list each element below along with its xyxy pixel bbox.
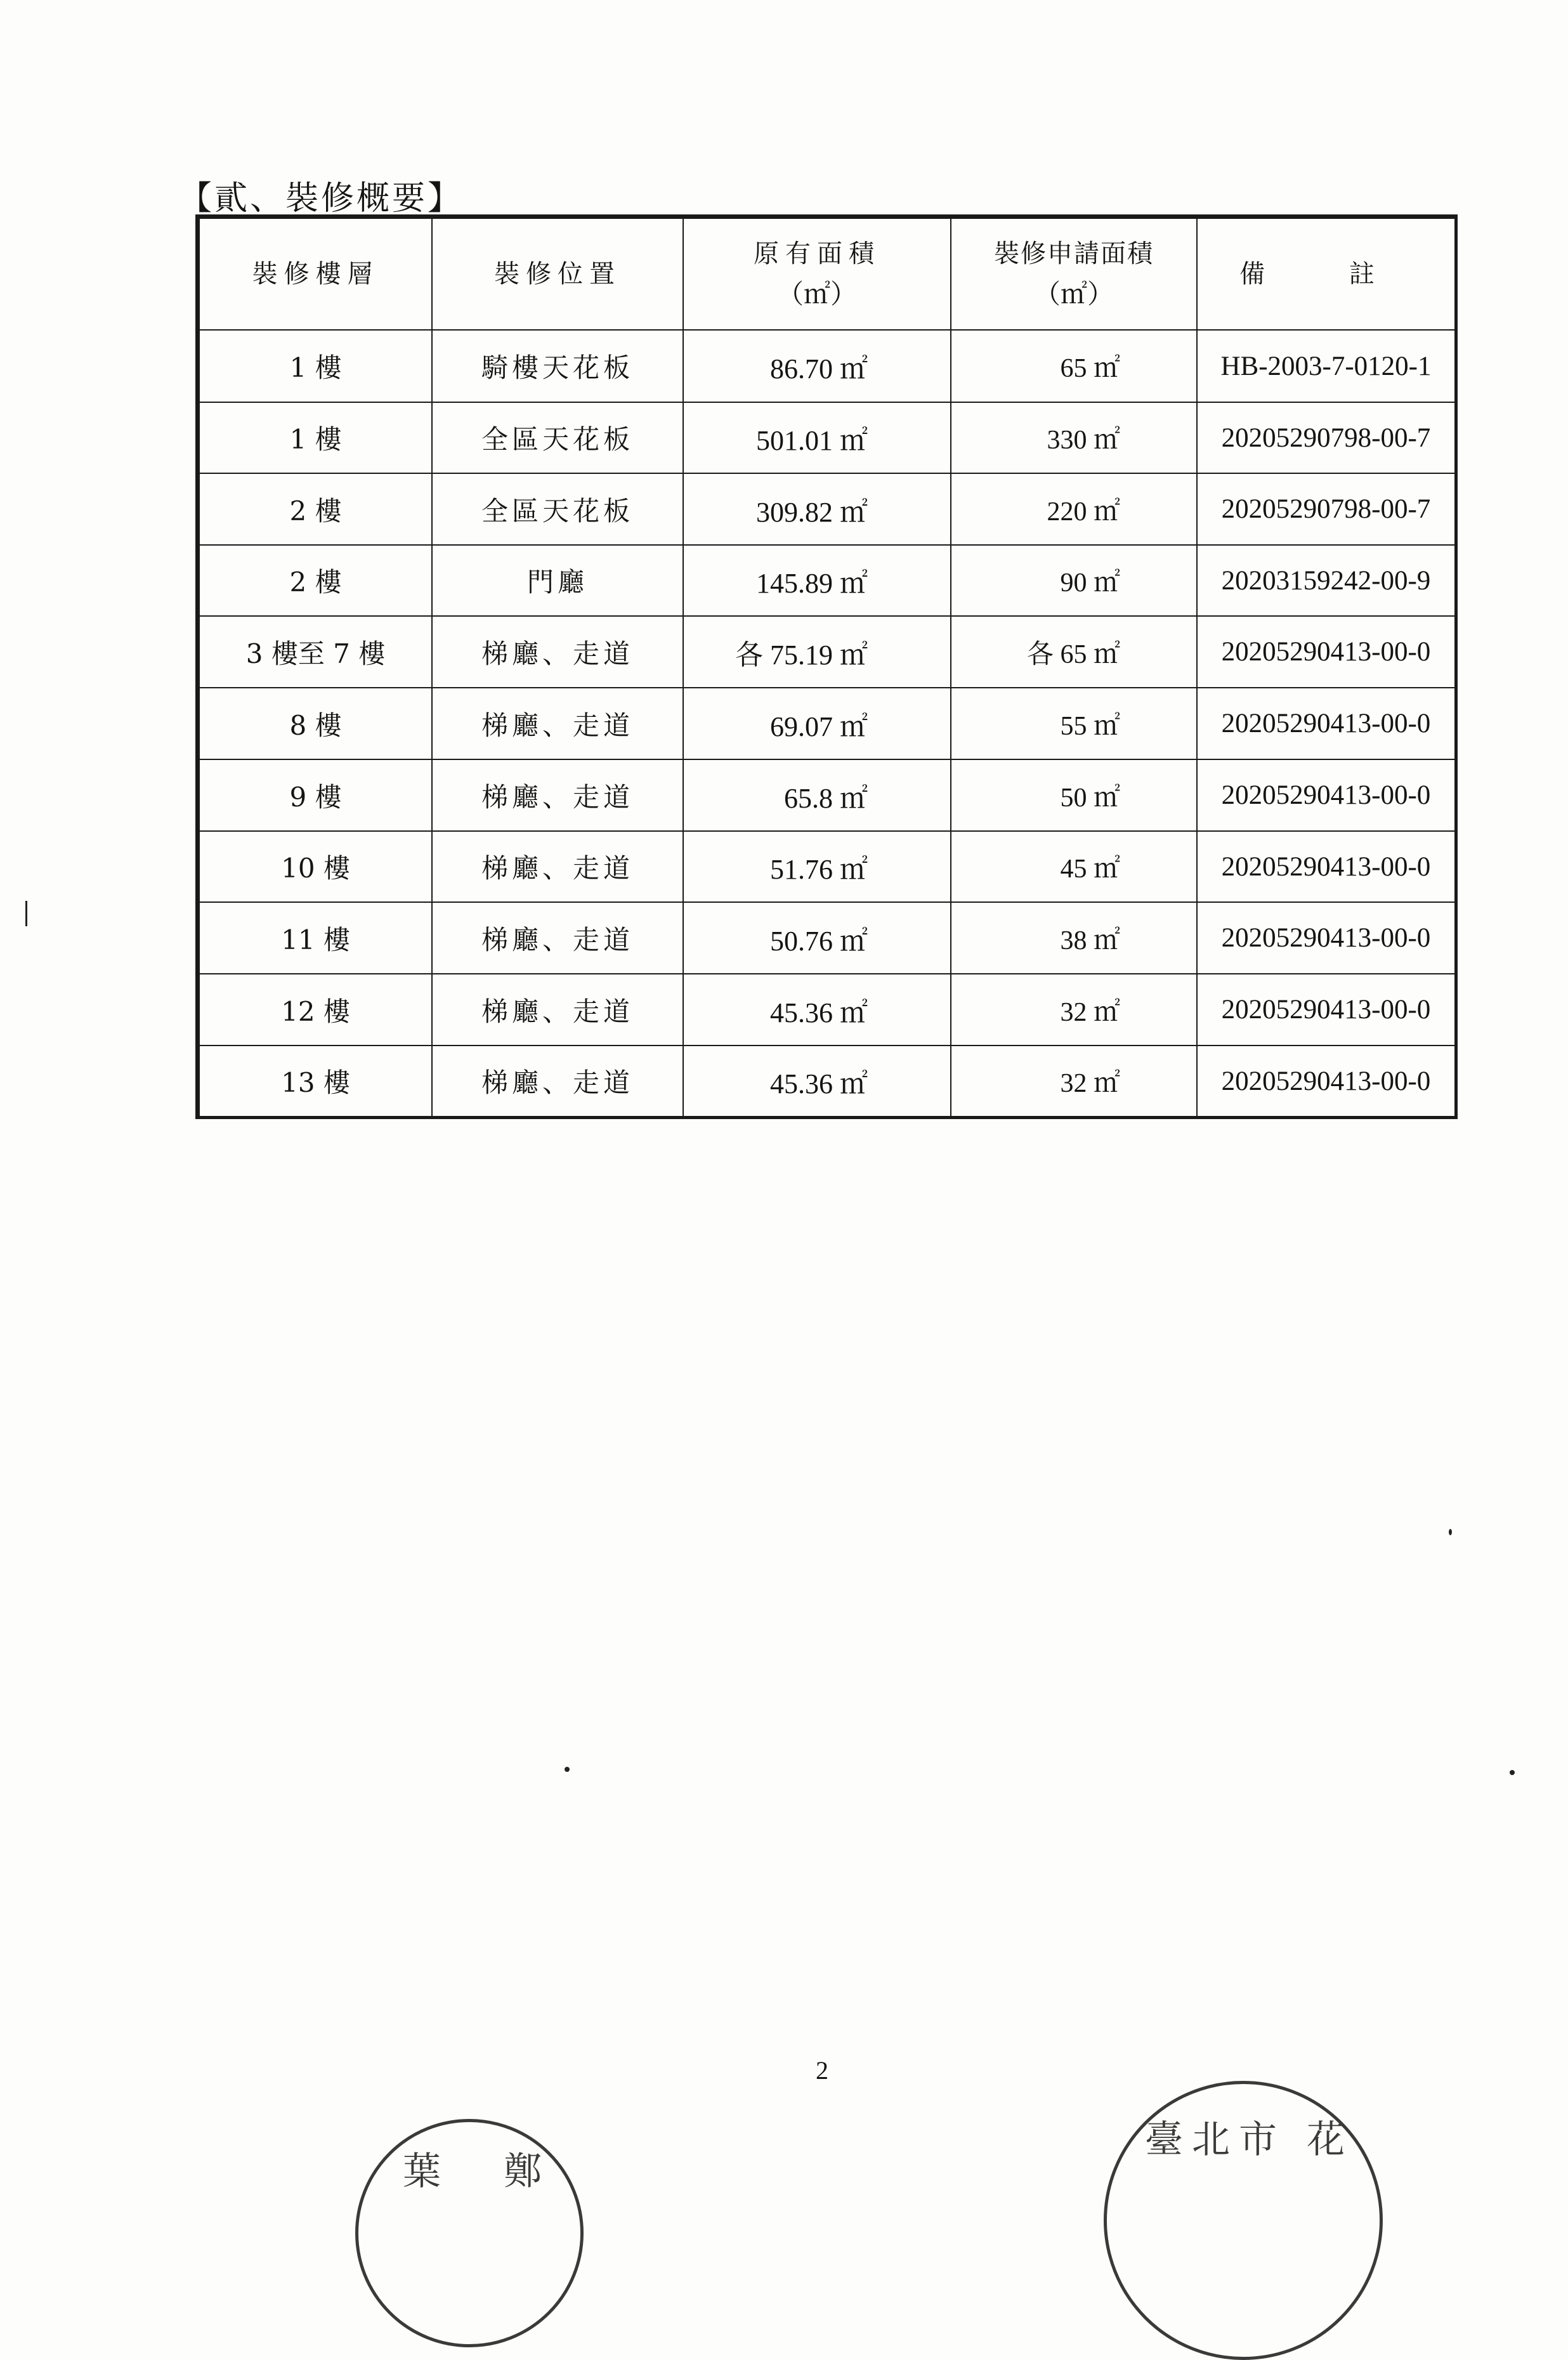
cell-original-area: 各 75.19 ㎡ [683,616,951,688]
cell-requested-area: 45 ㎡ [951,831,1197,902]
scan-speck [565,1767,570,1772]
page-number: 2 [816,2056,828,2085]
cell-floor: 10 樓 [199,831,432,902]
table-row [199,902,1455,974]
cell-floor: 9 樓 [199,759,432,831]
table-row [199,402,1455,473]
scan-speck [1449,1529,1452,1535]
scan-speck [1510,1770,1515,1775]
header-remarks: 備 註 [1197,218,1455,330]
cell-location: 梯廳、走道 [432,902,683,974]
cell-original-area: 86.70 ㎡ [683,330,951,402]
cell-floor: 3 樓至 7 樓 [199,616,432,688]
cell-location: 梯廳、走道 [432,1046,683,1117]
cell-remarks: 20205290413-00-0 [1197,831,1455,902]
header-floor: 裝修樓層 [199,218,432,330]
header-original-area-unit: （㎡） [776,279,857,310]
table-row [199,1046,1455,1117]
cell-requested-area: 50 ㎡ [951,759,1197,831]
official-seal-right [1104,2081,1383,2360]
cell-remarks: 20205290413-00-0 [1197,1046,1455,1117]
table-header-row [199,218,1455,330]
cell-original-area: 45.36 ㎡ [683,974,951,1046]
header-location: 裝修位置 [432,218,683,330]
cell-original-area: 50.76 ㎡ [683,902,951,974]
seal-right-text: 臺北市 花 [1145,2118,1354,2162]
scan-speck [25,901,27,926]
cell-location: 騎樓天花板 [432,330,683,402]
cell-requested-area: 90 ㎡ [951,545,1197,616]
cell-requested-area: 32 ㎡ [951,1046,1197,1117]
cell-remarks: HB-2003-7-0120-1 [1197,330,1455,402]
cell-original-area: 145.89 ㎡ [683,545,951,616]
cell-requested-area: 55 ㎡ [951,688,1197,759]
cell-location: 梯廳、走道 [432,688,683,759]
cell-original-area: 51.76 ㎡ [683,831,951,902]
cell-floor: 8 樓 [199,688,432,759]
cell-location: 梯廳、走道 [432,831,683,902]
cell-requested-area: 65 ㎡ [951,330,1197,402]
official-seal-left [355,2119,584,2347]
cell-location: 全區天花板 [432,402,683,473]
cell-location: 全區天花板 [432,473,683,545]
cell-original-area: 69.07 ㎡ [683,688,951,759]
table-row [199,330,1455,402]
cell-original-area: 309.82 ㎡ [683,473,951,545]
header-requested-area-unit: （㎡） [1033,279,1114,310]
table-row [199,974,1455,1046]
cell-requested-area: 330 ㎡ [951,402,1197,473]
cell-remarks: 20205290798-00-7 [1197,402,1455,473]
table-row [199,473,1455,545]
cell-remarks: 20203159242-00-9 [1197,545,1455,616]
header-original-area [683,218,951,330]
cell-requested-area: 各 65 ㎡ [951,616,1197,688]
cell-floor: 2 樓 [199,545,432,616]
header-original-area-label: 原有面積 [754,239,880,268]
cell-remarks: 20205290413-00-0 [1197,759,1455,831]
cell-floor: 11 樓 [199,902,432,974]
cell-requested-area: 38 ㎡ [951,902,1197,974]
cell-floor: 12 樓 [199,974,432,1046]
cell-floor: 2 樓 [199,473,432,545]
table-row [199,545,1455,616]
cell-floor: 13 樓 [199,1046,432,1117]
cell-remarks: 20205290413-00-0 [1197,688,1455,759]
cell-floor: 1 樓 [199,402,432,473]
table-row [199,688,1455,759]
cell-original-area: 45.36 ㎡ [683,1046,951,1117]
cell-floor: 1 樓 [199,330,432,402]
header-requested-area [951,218,1197,330]
table-row [199,759,1455,831]
table-row [199,831,1455,902]
table-row [199,616,1455,688]
cell-location: 梯廳、走道 [432,759,683,831]
cell-original-area: 65.8 ㎡ [683,759,951,831]
renovation-summary-table [195,214,1458,1119]
header-requested-area-label: 裝修申請面積 [994,239,1154,268]
section-heading: 【貳、裝修概要】 [179,180,464,218]
cell-requested-area: 220 ㎡ [951,473,1197,545]
cell-requested-area: 32 ㎡ [951,974,1197,1046]
cell-remarks: 20205290413-00-0 [1197,616,1455,688]
cell-original-area: 501.01 ㎡ [683,402,951,473]
cell-location: 梯廳、走道 [432,616,683,688]
cell-remarks: 20205290413-00-0 [1197,974,1455,1046]
cell-location: 門廳 [432,545,683,616]
cell-remarks: 20205290798-00-7 [1197,473,1455,545]
cell-remarks: 20205290413-00-0 [1197,902,1455,974]
cell-location: 梯廳、走道 [432,974,683,1046]
seal-left-text: 葉 鄭 [403,2149,568,2194]
